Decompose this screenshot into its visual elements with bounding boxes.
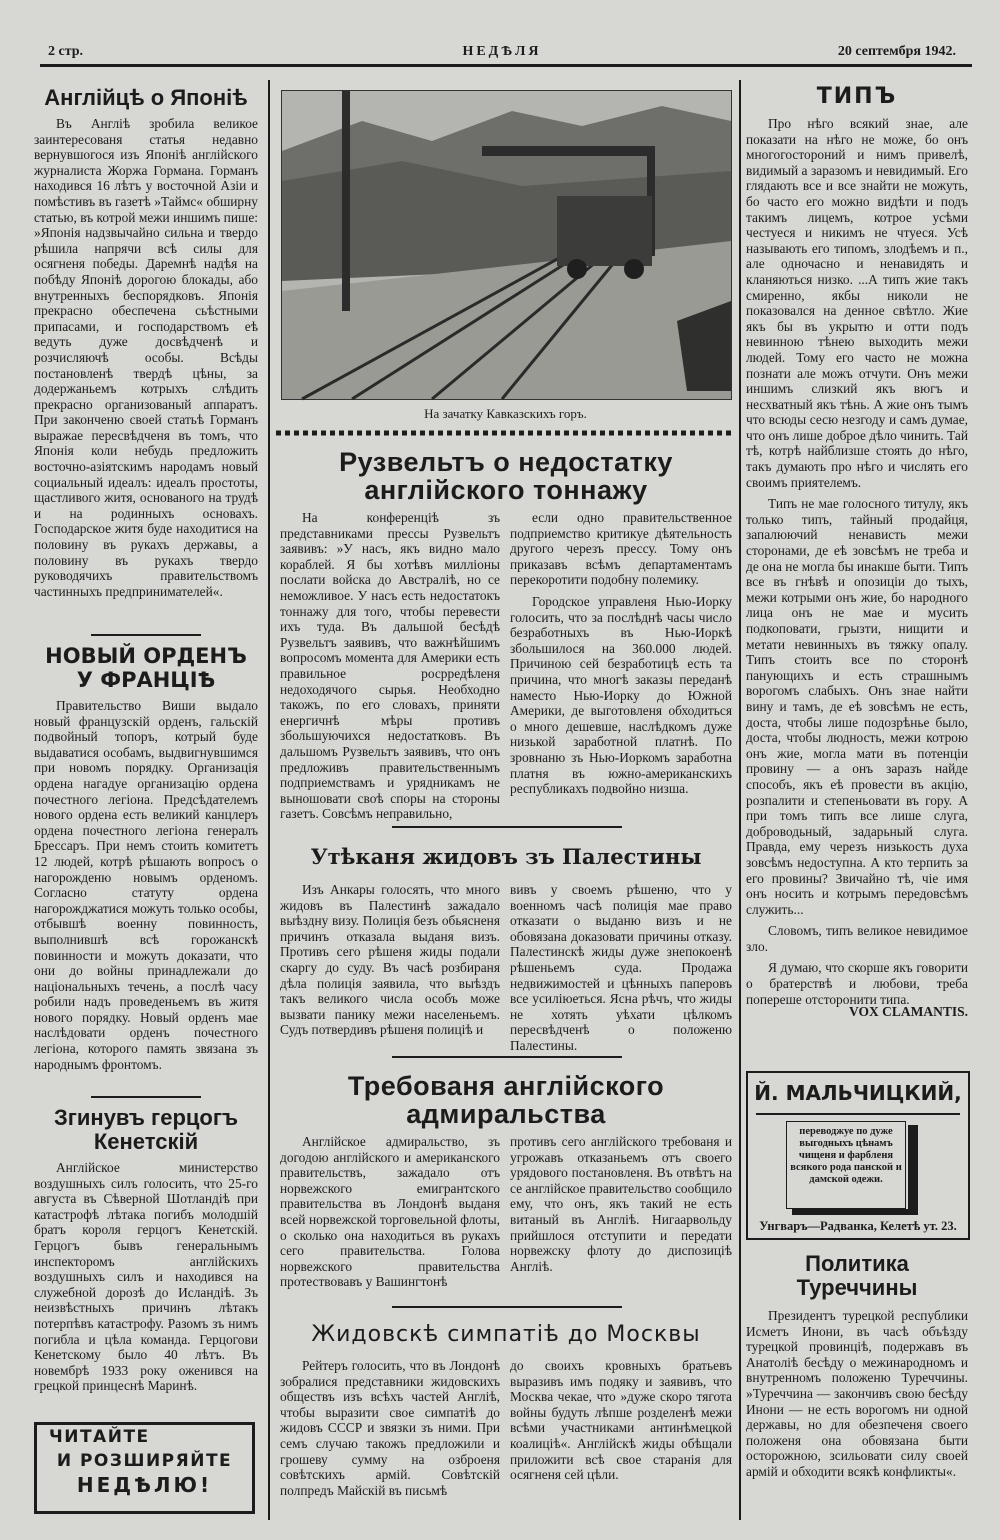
article-signature: VOX CLAMANTIS. [849,1004,968,1019]
article-text-roosevelt-1: На конференціѣ зъ представниками прессы Рузвельтъ заявивъ: »У насъ, якъ видно мало кораблей. Я бы хотѣвъ милліоны послати войска до Австраліѣ, но се неможливое. У насъ есть недостатокъ тоннажу для того, чтобы перевести ихъ туда. Въ дальшой бесѣдѣ Рузвельтъ заявивъ, что важнѣйшимъ вопросомъ момента для Америки есть правильное росрредѣленя недоходячого сырья. Необходно такожъ, по его словахъ, приняти енергичнѣ мѣры противъ збольшуючихся недостатковъ. Въ дальшомъ Рузвельтъ заявивъ, что онъ предложивъ правительственнымъ подприемствамъ и урядникамъ не выношовати своѣ споры на стороны газетъ. Совсѣмъ неправильно, [280,510,500,822]
article-title-moscow: Жидовскѣ симпатіѣ до Москвы [311,1322,701,1347]
article-title-new-order: НОВЫЙ ОРДЕНЪ У ФРАНЦІѢ [45,644,247,692]
article-title-admiralty: Требованя англійского адмиральства [347,1071,665,1129]
article-palestine [280,844,732,1052]
article-text-type-4: Я думаю, что скорше якъ говорити о братерствѣ и любови, треба попереше отсторонити типа. [746,960,968,1007]
article-text-roosevelt-2: если одно правительственное подприемство критикуе дѣятельность другого черезъ прессу. Тому онъ приказавъ всѣмъ департаментамъ перекоротити подобну полемику. [510,510,732,588]
dotted-separator [276,429,731,437]
photo-caucasus [281,90,732,400]
ad-address: Унгваръ—Радванка, Келетѣ ут. 23. [759,1219,957,1233]
article-title-roosevelt: Рузвельтъ о недостатку англійского тоннажу [339,447,673,505]
promo-line-1: ЧИТАЙТЕ [49,1427,150,1447]
article-title-duke-kent: Згинувъ герцогъ Кенетскій [53,1105,239,1154]
article-text-turkey: Президентъ турецкой республики Исметъ Инони, въ часѣ объѣзду турецкой провинціѣ, подержавъ въ Анатоліѣ бесѣду о межинародномъ и внутренномъ положеню Туреччины. »Туреччина — закончивъ свою бесѣду Инони — не есть ворогомъ ни одной державы, но для обезпеченя своего положеня она обовязана быти осторожною, зсильовати силу своей армій и обходити всякѣ конфликты«. [746,1308,968,1479]
ad-company-name: Й. МАЛЬЧИЦКИЙ, [754,1081,962,1105]
article-title-type: ТИПЪ [816,84,898,109]
article-text-palestine-1: Изъ Анкары голосять, что много жидовъ въ Палестинѣ зажадало выѣздну визу. Полиція безъ обьясненя причинъ отказала выданя визъ. Противъ сего рѣшеня жиды подали скаргу до суду. Въ часѣ розбираня дѣла полиція заявила, что выѣздъ такъ великого числа особъ може вызвати панику межи населеньемъ. Судъ потвердивъ рѣшеня полиціѣ и [280,882,500,1038]
separator [392,826,622,828]
page-header [48,44,956,64]
article-text-type-2: Типъ не мае голосного титулу, якъ только типъ, тайный продайця, запалюючий ненависть межи сторонами, де еѣ зовсѣмъ не треба и де она не могла бы инакше быти. Типъ все въ гнѣвѣ и опозиціи до тыхъ, межи котрыми онъ жие, бо народного лица онъ не мае и мусить подкоповати, грызти, нищити и метати невинныхъ въ тяжку опалу. Типъ стоить все по сторонѣ панующихъ и есть страшнымъ ворогомъ слабыхъ. Онъ знае найти вину и тамъ, де еѣ зовсѣмъ не есть, доста, чтобы лише подозрѣнье было, доста, чтобы людность, межи котрою онъ жие, могла мати въ потенціи провину — а онъ заразъ найде способъ, якъ еѣ провести въ акцію, розпалити и степеньовати въ гору. А при томъ типъ все лише слуга, доброводьный, задарьный слуга. Правда, ему черезъ низькость духа зовсѣмъ недоступна. А кто терпить за его провины? Звичайно тѣ, чіе имя онъ носить и котрымъ передовсѣмъ служить... [746,496,968,917]
article-text-type-1: Про нѣго всякий знае, але показати на нѣго не може, бо онъ многогостороний и нимъ привелѣ, видимый а заразомъ и невидимый. Его глядають все и все знайти не можуть, бо часто его можно видѣти и подъ такимъ лицемъ, котрое усѣми честуеся и никимъ не чтуеся. Усѣ называють его типомъ, злодѣемъ и п., але одночасно и ненавидять и кланяються низко. ...А типъ жие такъ смиренно, якбы николи не показовался на денное свѣтло. Жие якъ бы въ укрытю и отти подъ невинною тѣнею выходить межи людей. Тому его часто не можна познати але можъ отчути. Онъ межи иншимъ слизкий якъ вюгъ и несхватный якъ тѣнь. А жие онъ тымъ что всюды сесю незгоду и самъ думае, что онъ лише доброе дѣло чинить. Тай тѣ, котрѣ найблизше стоять до нѣго, такъ думають про нѣго и числять его своимъ приятелемъ. [746,116,968,490]
column-divider-right [739,80,741,1520]
newspaper-title: НЕДѢЛЯ [462,44,542,59]
article-text-palestine-2: вивъ у своемъ рѣшеню, что у военномъ часѣ полиція мае право отказати о выданю визъ и не обовязана доказовати причины отказу. Палестинскѣ жиды дуже знепокоенѣ рѣшеньемъ суда. Продажа недвижимостей и цѣнныхъ паперовъ все усиліюеться. Ясна рѣчъ, что жиды не хотять уѣхати цѣлкомъ пересвѣдченѣ о положеню Палестины. [510,882,732,1053]
article-text-roosevelt-3: Городское управленя Нью-Иорку голосить, что за послѣднѣ часы число безработныхъ въ Нью-Иоркѣ збольшилося на 360.000 людей. Причиною сей безработицѣ есть та причина, что многѣ заказы переданѣ наместо Нью-Иорку до Южной Америки, де выготовленя обходиться о много дешевше, наслѣдкомъ дуже низькой заработной платнѣ. По зровнаню зъ Нью-Иоркомъ заработна платня въ южно-американскихъ республикахъ подвойно низша. [510,593,732,797]
article-text-moscow-1: Рейтеръ голосить, что въ Лондонѣ зобралися представники жидовскихъ обществъ изъ всѣхъ частей Англіѣ, чтобы выразити свое симпатіѣ до жидовъ СССР и звязки зъ ними. При семъ случаю такожъ предложили и грошеву сумму на озброеня совѣтскихъ армій. Совѣтскій полпредъ Майскій въ письмѣ [280,1358,500,1498]
article-roosevelt [280,448,732,828]
ad-box-shadow [908,1125,918,1211]
advertisement-malchitsky [746,1071,970,1240]
separator [91,634,201,636]
column-divider-left [268,80,270,1520]
ad-rule [756,1113,960,1115]
header-rule [40,64,972,67]
article-text-type-3: Словомъ, типъ великое невидимое зло. [746,923,968,954]
left-column [34,84,258,1420]
promo-line-2: И РОЗШИРЯЙТЕ [56,1451,233,1471]
separator [392,1306,622,1308]
right-column-top [746,84,968,1060]
railway-photo-image [282,91,731,399]
separator [392,1056,622,1058]
page-number: 2 стр. [48,44,84,59]
article-text-new-order: Правительство Виши выдало новый французскій орденъ, гальскій подвойный топоръ, котрый буде выдаватися особамъ, выдвигнувшимся при новомъ порядку. Организація ордена нагадуе организацію ордена почестного легіона. Предсѣдателемъ нового ордена есть великий канцлеръ ордена почестного легіона генералъ Брессаръ. При немъ стоить комитетъ 12 людей, котрѣ рѣшають вопросъ о нагорожденю новымъ орденомъ. Согласно статуту ордена нагорожджатися можуть только особы, отбывшѣ военну повинность, выполнившѣ всѣ горожанскѣ повинности и можуть доказати, что они до войны принадлежали до національныхъ течень, а послѣ часу робили надъ проведеньемъ въ житя нового порядку. Новый орденъ мае наслѣдовати орденъ почестного легіона, которого память звязана зъ народнымъ фронтомъ. [34,698,258,1072]
ad-box-shadow [792,1209,918,1215]
article-title-palestine: Утѣканя жидовъ зъ Палестины [310,844,702,869]
article-title-turkey: Политика Туреччины [796,1251,918,1300]
separator [91,1096,201,1098]
right-column-bottom [746,1252,968,1522]
article-text-admiralty-1: Англійское адмиральство, зъ догодою англійского и американского правительствъ, зажадало отъ норвежского емигрантского правительства въ Лондонѣ выданя всей норвежской торговельной флоты, о сколько она находиться въ рукахъ сего правительства. Голова норвежского правительства протествовавъ у Вашингтонѣ [280,1134,500,1290]
article-admiralty [280,1072,732,1302]
article-text-duke-kent: Англійское министерство воздушныхъ силъ голосить, что 25-го августа въ Сѣверной Шотландіѣ при катастрофѣ лѣтака погибъ молодшій братъ короля герцогъ Кенетскій. Герцогъ бывъ генеральнымъ инспекторомъ англійскихъ воздушныхъ силъ и находився на служебной дорозѣ до Исландіѣ. Зъ неизвѣстныхъ причинъ лѣтакъ потерпѣвъ катастрофу. Разомъ зъ нимъ погибла и цѣла команда. Герцогови Кенетскому было 40 лѣтъ. Въ новембрѣ 1933 року оженився на грецкой принцеснѣ Маринѣ. [34,1160,258,1394]
photo-caption: На зачатку Кавказскихъ горъ. [424,406,587,421]
article-text-englishmen-japan: Въ Англіѣ зробила великое заинтересованя статья недавно вернувшогося изъ Японіѣ англійского журналиста Жоржа Гормана. Горманъ находився 16 лѣтъ у восточной Азіи и помѣстивъ въ газетѣ »Таймс« обширну статью, въ котрой межи иншимъ пише: »Японія надзвычайно сильна и твердо рѣшила напрячи всѣ силы для осягненя победы. Даремнѣ надѣя на побѣду Японіѣ дорогою блокады, або внутренныхъ беспорядковъ. Японія прекрасно обеспечена сьѣстными припасами, и господарствомъ еѣ ведуть дуже досвѣдченѣ и розчисляючѣ особы. Всѣды постановленѣ твердѣ цѣны, за додержаньемъ котрыхъ слѣдить прекрасно организованый аппаратъ. При законченю своей статьѣ Горманъ выражае пересвѣдченя въ томъ, что Японія коли небудь предложить восточно-азіятскимъ народамъ новый социальный идеалъ: идеалъ простоты, щастливого житя, основаного на трудѣ и на родинныхъ основахъ. Господарское житя буде находитися на половину въ рукахъ державы, а половину въ рукахъ твердо руководячихъ правительствомъ частинныхъ предпринимателей«. [34,116,258,599]
issue-date: 20 септембря 1942. [837,44,956,59]
promo-box [34,1422,255,1514]
ad-services-text: переводжуе по дуже выгодныхъ цѣнамъ чищеня и фарбленя всякого рода панской и дамской одежи. [786,1121,906,1209]
article-moscow [280,1322,732,1522]
article-title-englishmen-japan: Англійцѣ о Японіѣ [44,85,248,110]
article-text-admiralty-2: противъ сего англійского требованя и угрожавъ отказаньемъ отъ своего урядового постановленя. Въ отвѣтъ на се англійское правительство сообщило ему, что онъ, якъ такий не есть витаный въ Англіѣ. Нигаарвольду прийшлося отступити и передати норвежску флоту до диспозиціѣ Англіѣ. [510,1134,732,1274]
promo-line-3: НЕДѢЛЮ! [76,1473,213,1497]
article-text-moscow-2: до своихъ кровныхъ братьевъ выразивъ имъ подяку и заявивъ, что Москва чекае, что »дуже скоро тягота войны будуть лѣпше розделенѣ межи всѣми участниками антинѣмецкой коалиціѣ«. Англійскѣ жиды обѣщали приложити всѣ свое старанія для осягненя сей цѣли. [510,1358,732,1483]
